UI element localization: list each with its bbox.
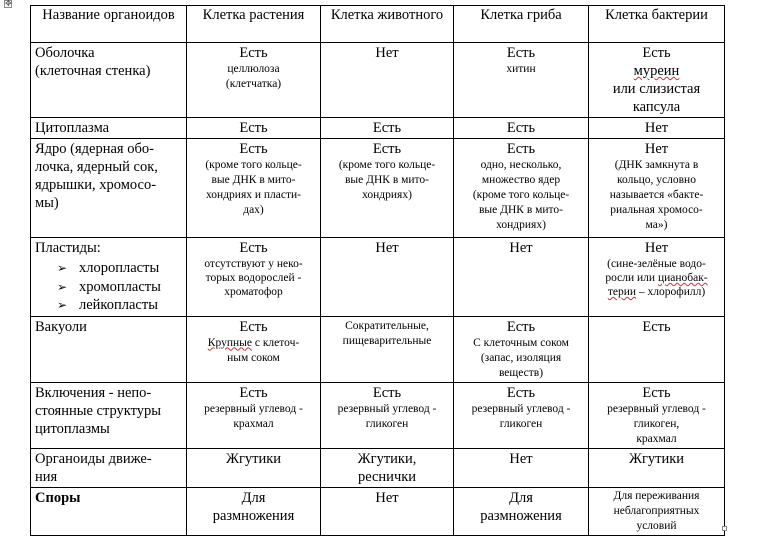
cell-bacteria: Нет [589, 118, 725, 139]
cell-animal [321, 43, 454, 118]
arrow-bullet-icon: ➢ [57, 261, 68, 275]
cell-plant: Есть отсутствуют у неко- торых водорослей - хроматофор [187, 238, 321, 317]
row-name: Цитоплазма [31, 118, 187, 139]
cell-fungus: Есть С клеточным соком (запас, изоляция веществ) [454, 316, 589, 382]
cell-animal: Нет [321, 487, 454, 535]
header-row [31, 6, 725, 43]
cell-bacteria: Нет (сине-зелёные водо- росли или цианобак- терии – хлорофилл) [589, 238, 725, 317]
cell-fungus [454, 43, 589, 118]
cell-fungus: Нет [454, 448, 589, 487]
row-cell-wall [31, 43, 725, 118]
cell-bacteria: Есть [589, 316, 725, 382]
row-spores [31, 487, 725, 535]
cell-bacteria: Есть резервный углевод - гликоген, крахмал [589, 382, 725, 448]
plastid-list [35, 259, 182, 315]
row-name: Оболочка (клеточная стенка) [31, 43, 187, 118]
cell-plant: Есть [187, 118, 321, 139]
value-main: Нет [375, 45, 399, 61]
cell-animal: Сократительные, пищеварительные [321, 316, 454, 382]
cell-bacteria: Для переживания неблагоприятных условий [589, 487, 725, 535]
cell-plant [187, 43, 321, 118]
row-vacuoles [31, 316, 725, 382]
list-item: ➢ хромопласты [57, 278, 161, 295]
header-plant: Клетка растения [187, 6, 321, 43]
row-name: Споры [31, 487, 187, 535]
cell-animal: Нет [321, 238, 454, 317]
cell-animal: Есть резервный углевод - гликоген [321, 382, 454, 448]
header-organoids: Название органоидов [31, 6, 187, 43]
header-fungus: Клетка гриба [454, 6, 589, 43]
cell-bacteria: Нет (ДНК замкнута в кольцо, условно называется «бакте- риальная хромосо- ма») [589, 139, 725, 238]
header-animal: Клетка животного [321, 6, 454, 43]
cell-fungus: Для размножения [454, 487, 589, 535]
row-cytoplasm [31, 118, 725, 139]
value-murein: муреин [633, 63, 680, 79]
row-name: Органоиды движе- ния [31, 448, 187, 487]
row-name: Ядро (ядерная обо- лочка, ядерный сок, ядрышки, хромосо- мы) [31, 139, 187, 238]
list-item: ➢ хлоропласты [57, 260, 160, 276]
cell-animal: Есть [321, 118, 454, 139]
cell-plant: Есть Крупные с клеточ- ным соком [187, 316, 321, 382]
value-note: целлюлоза (клетчатка) [225, 63, 282, 90]
cell-fungus: Есть [454, 118, 589, 139]
row-name: Пластиды: ➢ хлоропласты ➢ хромопласты ➢ лейкопласты [31, 238, 187, 317]
cell-bacteria: Жгутики [589, 448, 725, 487]
arrow-bullet-icon: ➢ [57, 298, 68, 312]
value-note: (сине-зелёные водо- росли или цианобак- терии – хлорофилл) [605, 258, 708, 298]
cell-fungus: Нет [454, 238, 589, 317]
cell-bacteria [589, 43, 725, 118]
cell-fungus: Есть одно, несколько, множество ядер (кроме того кольце- вые ДНК в мито- хондриях) [454, 139, 589, 238]
list-item: ➢ лейкопласты [57, 297, 158, 313]
cell-plant: Есть (кроме того кольце- вые ДНК в мито- хондриях и пласти- дах) [187, 139, 321, 238]
row-name: Вакуоли [31, 316, 187, 382]
row-motion [31, 448, 725, 487]
row-inclusions [31, 382, 725, 448]
value-note: хитин [506, 63, 536, 75]
value-main: Есть [239, 45, 268, 61]
row-nucleus [31, 139, 725, 238]
table-resize-handle[interactable] [722, 526, 727, 531]
row-plastids [31, 238, 725, 317]
organoids-table [30, 5, 725, 536]
cell-animal: Жгутики, реснички [321, 448, 454, 487]
value-note: Крупные с клеточ- ным соком [207, 336, 300, 364]
value-main: Есть [506, 45, 536, 61]
cell-fungus: Есть резервный углевод - гликоген [454, 382, 589, 448]
row-name: Включения - непо- стоянные структуры цитоплазмы [31, 382, 187, 448]
cell-plant: Жгутики [187, 448, 321, 487]
cell-plant: Есть резервный углевод - крахмал [187, 382, 321, 448]
cell-plant: Для размножения [187, 487, 321, 535]
table-move-handle[interactable]: ✥ [5, 0, 12, 8]
value-capsule: или слизистая капсула [612, 81, 701, 115]
cell-animal: Есть (кроме того кольце- вые ДНК в мито- хондриях) [321, 139, 454, 238]
value-main: Есть [642, 45, 671, 61]
arrow-bullet-icon: ➢ [57, 279, 68, 294]
header-bacteria: Клетка бактерии [589, 6, 725, 43]
